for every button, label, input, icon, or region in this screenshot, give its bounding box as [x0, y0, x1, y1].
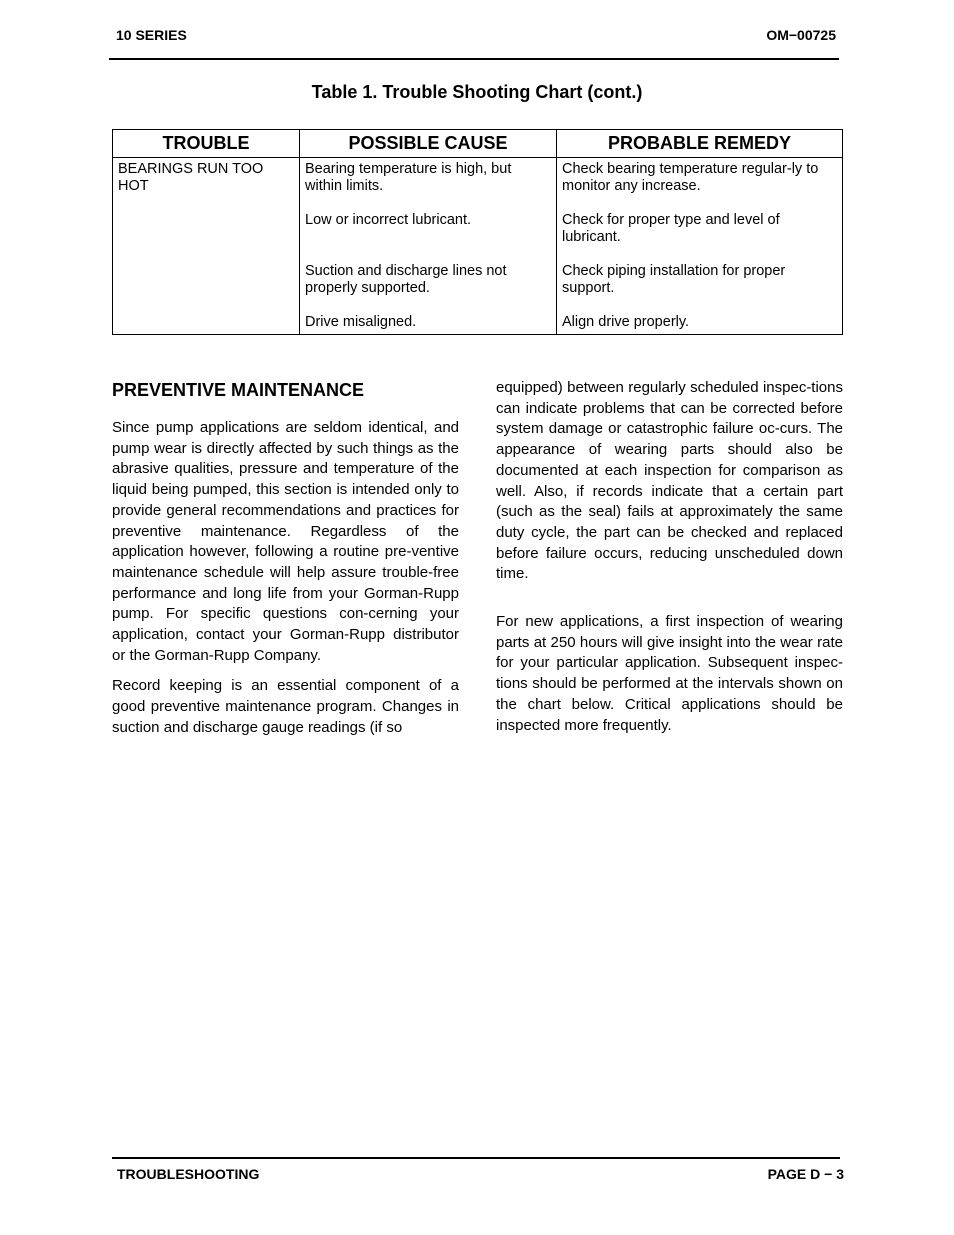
- table-row: [113, 158, 843, 335]
- table-caption: Table 1. Trouble Shooting Chart (cont.): [311, 82, 643, 102]
- probable-remedy-cell: [557, 158, 843, 335]
- running-header-series: 10 SERIES: [116, 27, 187, 43]
- running-header-doc-number: OM−00725: [766, 27, 836, 43]
- section-heading: PREVENTIVE MAINTENANCE: [112, 380, 365, 400]
- page-number: PAGE D − 3: [767, 1166, 844, 1182]
- footer-rule: [112, 1157, 840, 1159]
- body-paragraph: Since pump applications are seldom identical, and pump wear is directly affected by such things as the abrasive qualities, pressure and temperature of the liquid being pumped, this section is intended only to provide general recommendations and practices for preventive maintenance. Regardless of the application however, following a routine pre-ventive maintenance schedule will help assure trouble-free performance and long life from your Gorman-Rupp pump. For specific questions con-cerning your application, contact your Gorman-Rupp distributor or the Gorman-Rupp Company.: [112, 419, 459, 664]
- trouble-cell: [113, 158, 300, 335]
- running-footer-section: TROUBLESHOOTING: [117, 1166, 260, 1182]
- column-header-probable-remedy: PROBABLE REMEDY: [557, 130, 843, 158]
- remedy-item: Align drive properly.: [562, 314, 690, 330]
- column-header-trouble: TROUBLE: [113, 130, 300, 158]
- table-header-row: [113, 130, 843, 158]
- cause-item: Low or incorrect lubricant.: [305, 212, 472, 228]
- remedy-item: Check bearing temperature regular-ly to monitor any increase.: [562, 161, 819, 194]
- trouble-shooting-table: [112, 129, 843, 335]
- possible-cause-cell: [300, 158, 557, 335]
- column-header-possible-cause: POSSIBLE CAUSE: [300, 130, 557, 158]
- cause-item: Bearing temperature is high, but within limits.: [305, 161, 512, 194]
- cause-item: Drive misaligned.: [305, 314, 417, 330]
- cause-item: Suction and discharge lines not properly supported.: [305, 263, 507, 296]
- body-paragraph: For new applications, a first inspection of wearing parts at 250 hours will give insight into the wear rate for your particular application. Subsequent inspec-tions should be performed at the intervals shown on the chart below. Critical applications should be inspected more frequently.: [496, 613, 843, 734]
- remedy-item: Check piping installation for proper support.: [562, 263, 786, 296]
- trouble-text: BEARINGS RUN TOO HOT: [118, 161, 264, 194]
- right-text-column: [496, 378, 843, 736]
- header-rule: [109, 58, 839, 60]
- remedy-item: Check for proper type and level of lubricant.: [562, 212, 780, 245]
- body-paragraph: Record keeping is an essential component of a good preventive maintenance program. Changes in suction and discharge gauge readings (if so: [112, 677, 459, 736]
- body-paragraph: equipped) between regularly scheduled inspec-tions can indicate problems that can be corrected before system damage or catastrophic failure oc-curs. The appearance of wearing parts should also be documented at each inspection for comparison as well. Also, if records indicate that a certain part (such as the seal) fails at approximately the same duty cycle, the part can be checked and replaced before failure occurs, reducing unscheduled down time.: [496, 379, 843, 583]
- left-text-column: [112, 418, 459, 739]
